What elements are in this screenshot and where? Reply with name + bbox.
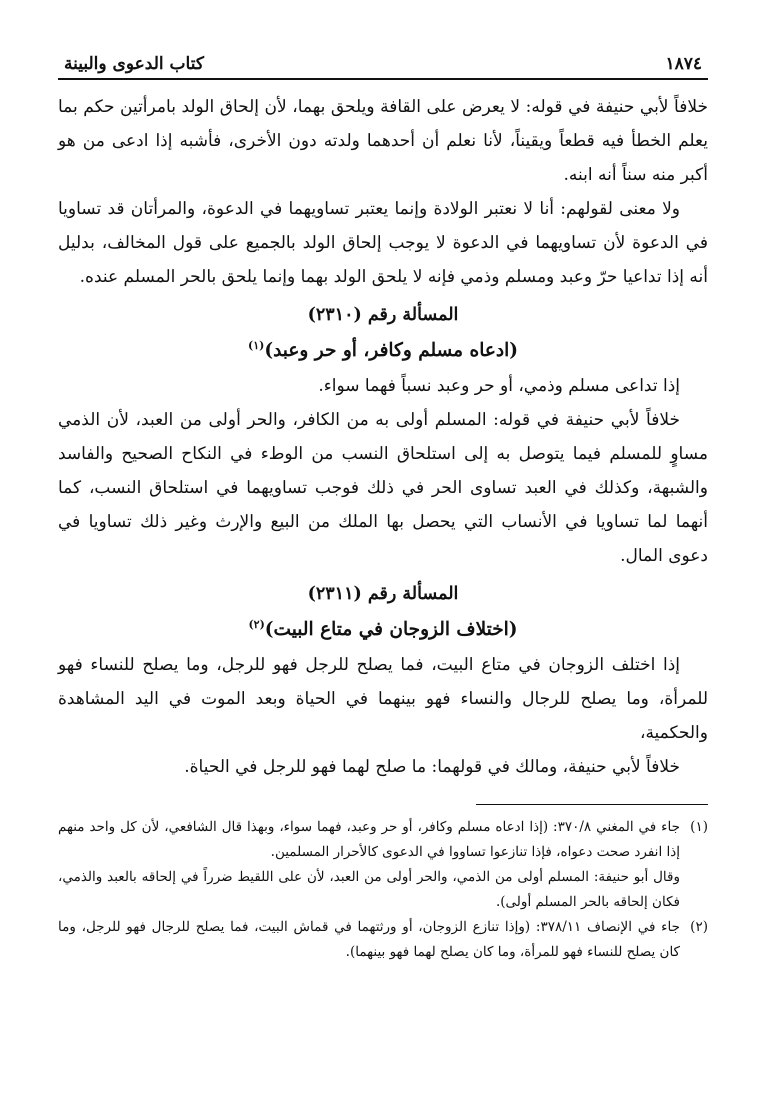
footnotes bbox=[58, 815, 708, 965]
page-header bbox=[58, 52, 708, 78]
footnote-1 bbox=[58, 815, 708, 865]
footnote-text: جاء في المغني ٣٧٠/٨: (إذا ادعاه مسلم وكافر، أو حر وعبد، فهما سواء، وبهذا قال الشافعي، لأن كل واحد منهم إذا انفرد صحت دعواه، فإذا تنازعوا تساووا في الدعوى كالأحرار المسلمين. bbox=[58, 819, 680, 861]
running-title: كتاب الدعوى والبينة bbox=[64, 54, 204, 74]
paragraph-2: ولا معنى لقولهم: أنا لا نعتبر الولادة وإنما يعتبر تساويهما في الدعوة، والمرأتان قد تساويا في الدعوة لأن تساويهما في الدعوة لا يوجب إلحاق الولد بالجميع على قول المخالف، بدليل أنه إذا تداعيا حرّ وعبد ومسلم وذمي فإنه لا يلحق الولد بهما وإنما يلحق بالحر المسلم عنده. bbox=[58, 199, 708, 287]
footnote-marker-2[interactable]: (٢) bbox=[248, 618, 265, 632]
footnote-divider bbox=[476, 804, 708, 805]
paragraph-1: خلافاً لأبي حنيفة في قوله: لا يعرض على القافة ويلحق بهما، لأن إلحاق الولد بامرأتين حكم بما يعلم الخطأ فيه قطعاً ويقيناً، لأنا نعلم أن أحدهما ولدته دون الأخرى، فأشبه إذا ادعى من هو أكبر منه سناً أنه ابنه. bbox=[58, 97, 708, 185]
footnote-number: (١) bbox=[690, 819, 708, 836]
paragraph-3: إذا تداعى مسلم وذمي، أو حر وعبد نسباً فهما سواء. bbox=[318, 376, 680, 397]
issue-subheading-text: (ادعاه مسلم وكافر، أو حر وعبد) bbox=[264, 340, 519, 362]
page-number: ١٨٧٤ bbox=[665, 54, 702, 74]
issue-subheading-text: (اختلاف الزوجان في متاع البيت) bbox=[264, 619, 518, 641]
issue-heading-2310: المسألة رقم (٢٣١٠) bbox=[307, 305, 459, 325]
issue-heading-2311: المسألة رقم (٢٣١١) bbox=[307, 584, 459, 605]
footnote-2 bbox=[58, 915, 708, 965]
header-divider bbox=[58, 78, 708, 80]
footnote-text: جاء في الإنصاف ٣٧٨/١١: (وإذا تنازع الزوجان، أو ورثتهما في قماش البيت، فما يصلح للرجال فهو للرجل، وما كان يصلح للنساء فهو للمرأة، وما كان يصلح لهما فهو بينهما). bbox=[58, 919, 680, 961]
paragraph-6: خلافاً لأبي حنيفة، ومالك في قولهما: ما صلح لهما فهو للرجل في الحياة. bbox=[184, 757, 680, 778]
book-page bbox=[58, 52, 708, 965]
issue-subheading-2310 bbox=[58, 330, 708, 367]
main-text bbox=[58, 90, 708, 784]
footnote-marker-1[interactable]: (١) bbox=[247, 339, 265, 352]
footnote-number: (٢) bbox=[690, 919, 708, 936]
footnote-1-continuation: وقال أبو حنيفة: المسلم أولى من الذمي، والحر أولى من العبد، لأن على اللقيط ضرراً في إلحاقه بالعبد والذمي، فكان إلحاقه بالحر المسلم أولى). bbox=[58, 869, 680, 911]
issue-subheading-2311 bbox=[58, 609, 708, 646]
paragraph-5: إذا اختلف الزوجان في متاع البيت، فما يصلح للرجل فهو للرجل، وما يصلح للنساء فهو للمرأة، وما يصلح للرجال والنساء فهو بينهما في الحياة وبعد الموت في اليد المشاهدة والحكمية، bbox=[58, 655, 708, 744]
paragraph-4: خلافاً لأبي حنيفة في قوله: المسلم أولى به من الكافر، والحر أولى من العبد، لأن الذمي مساوٍ للمسلم فيما يتوصل به إلى استلحاق النسب من الوطء في النكاح الصحيح والفاسد والشبهة، وكذلك في العبد تساوى الحر في ذلك فوجب تساويهما في استلحاق النسب، كما أنهما لما تساويا في الأنساب التي يحصل بها الملك من البيع والإرث وغير ذلك تساويا في دعوى المال. bbox=[58, 410, 708, 567]
